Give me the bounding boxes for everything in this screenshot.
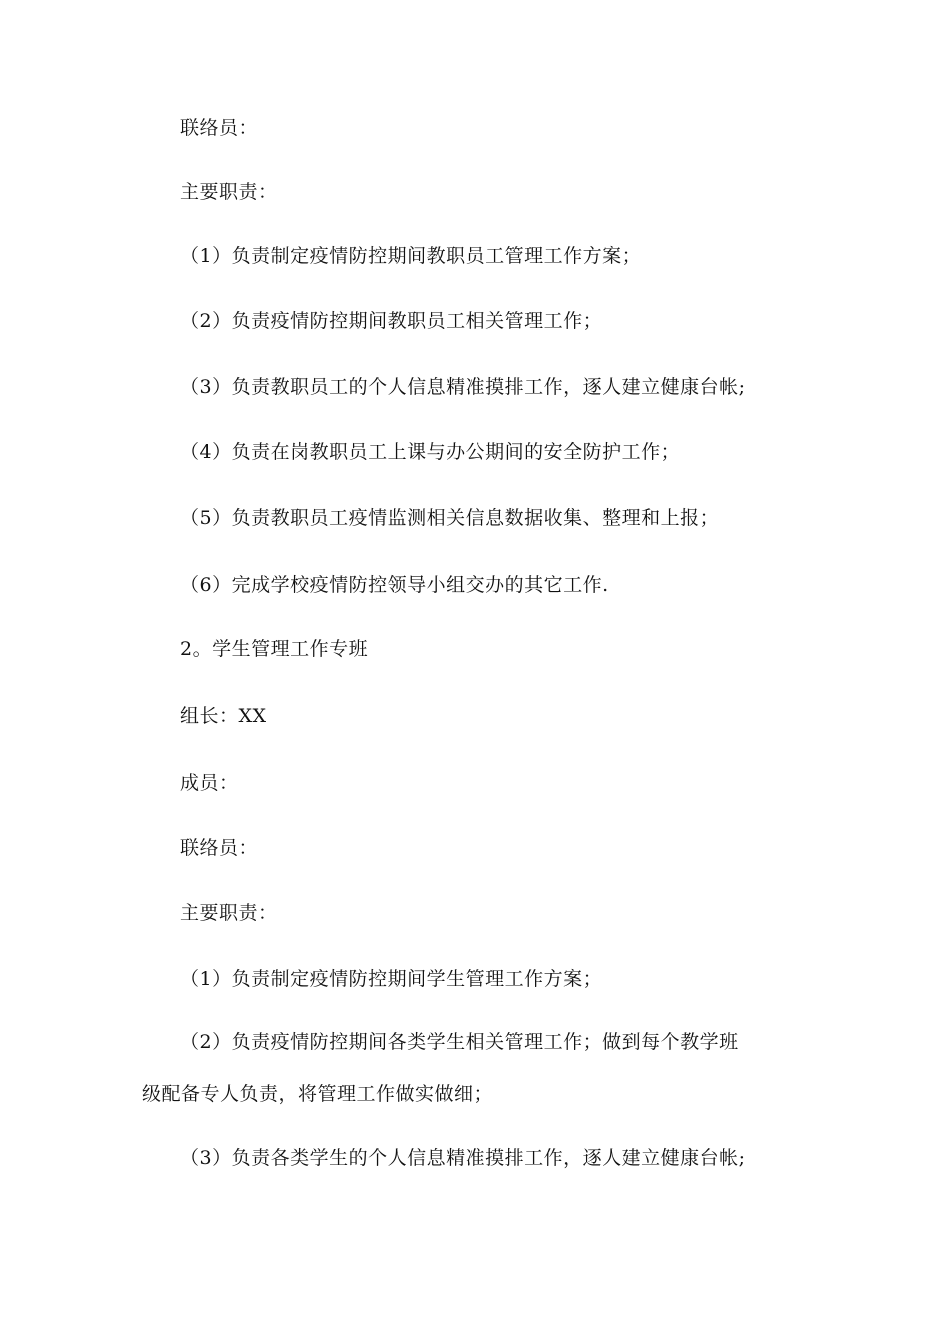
text-line: 联络员： [180,837,259,859]
text-line: （1）负责制定疫情防控期间教职员工管理工作方案； [180,245,642,267]
section-heading: 2。学生管理工作专班 [180,638,369,660]
text-line: （5）负责教职员工疫情监测相关信息数据收集、整理和上报； [180,507,720,529]
text-line: （3）负责各类学生的个人信息精准摸排工作，逐人建立健康台帐; [180,1147,746,1169]
text-line: （2）负责疫情防控期间各类学生相关管理工作；做到每个教学班 [180,1031,739,1053]
text-line: （6）完成学校疫情防控领导小组交办的其它工作. [180,574,609,596]
text-line: 主要职责： [180,902,278,924]
text-line: 成员： [180,772,239,794]
text-line: （1）负责制定疫情防控期间学生管理工作方案； [180,968,603,990]
text-line: 级配备专人负责，将管理工作做实做细； [142,1083,494,1105]
text-line: （3）负责教职员工的个人信息精准摸排工作，逐人建立健康台帐; [180,376,746,398]
text-line: 组长：XX [180,705,267,727]
text-line: （2）负责疫情防控期间教职员工相关管理工作； [180,310,603,332]
text-line: 主要职责： [180,181,278,203]
text-line: 联络员： [180,117,259,139]
text-line: （4）负责在岗教职员工上课与办公期间的安全防护工作； [180,441,681,463]
